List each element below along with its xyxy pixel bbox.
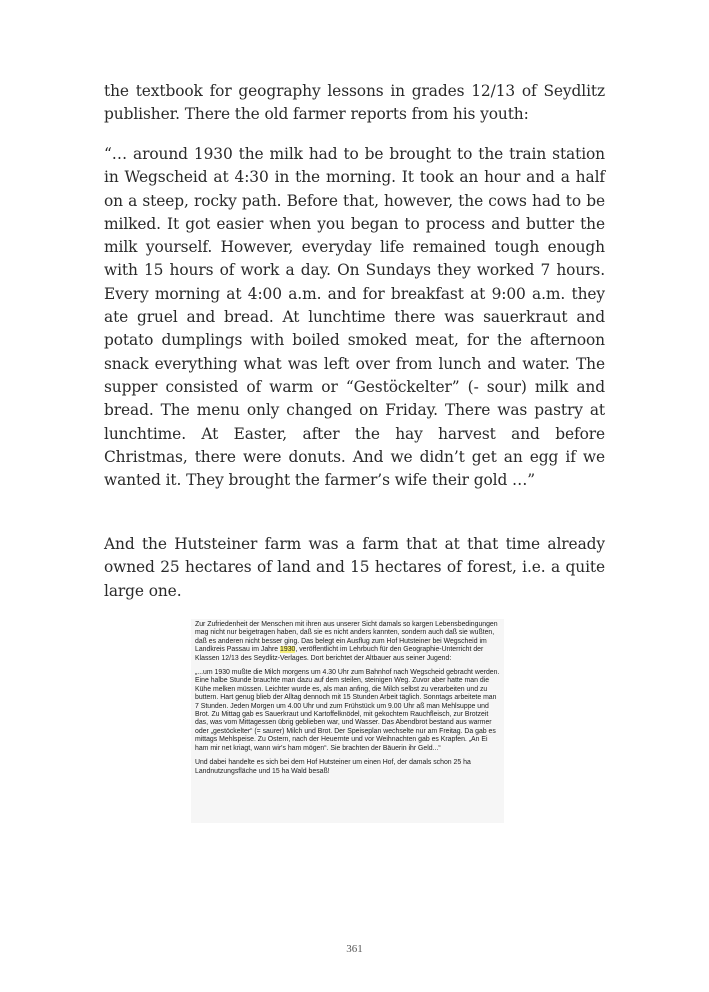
paragraph-quote: “… around 1930 the milk had to be brought to the train station in Wegscheid at 4:30 in the morning. It took an hour and a half on a steep, rocky path. Before that, however, the cows had to be milked. It got easier when you began to process and butter the milk yourself. However, everyday life remained tough enough with 15 hours of work a day. On Sundays they worked 7 hours. Every morning at 4:00 a.m. and for breakfast at 9:00 a.m. they ate gruel and bread. At lunchtime there was sauerkraut and potato dumplings with boiled smoked meat, for the afternoon snack everything what was left over from lunch and water. The supper consisted of warm or “Gestöckelter” (- sour) milk and bread. The menu only changed on Friday. There was pastry at lunchtime. At Easter, after the hay harvest and before Christmas, there were donuts. And we didn’t get an egg if we wanted it. They brought the farmer’s wife their gold …” (104, 145, 605, 490)
scanned-excerpt-image (191, 619, 504, 823)
scan-intro (195, 621, 500, 663)
scan-quote: „...um 1930 mußte die Milch morgens um 4.30 Uhr zum Bahnhof nach Wegscheid gebracht werden. Eine halbe Stunde brauchte man dazu auf dem steilen, steinigen Weg. Zuvor aber hatte man die Kühe melken müssen. Leichter wurde es, als man anfing, die Milch selbst zu verarbeiten und zu buttern. Hart genug blieb der Alltag dennoch mit 15 Stunden Arbeit täglich. Sonntags arbeitete man 7 Stunden. Jeden Morgen um 4.00 Uhr und zum Frühstück um 9.00 Uhr aß man Mehlsuppe und Brot. Zu Mittag gab es Sauerkraut und Kartoffelknödel, mit gekochtem Rauchfleisch, zur Brotzeit das, was vom Mittagessen übrig geblieben war, und Wasser. Das Abendbrot bestand aus warmer oder „gestöckelter“ (= saurer) Milch und Brot. Der Speiseplan wechselte nur am Freitag. Da gab es mittags Mehlspeise. Zu Ostern, nach der Heuernte und vor Weihnachten gab es Krapfen. „An Ei ham mir net kriagt, wann wir's ham mögen“. Sie brachten der Bäuerin ihr Geld...“ (195, 669, 500, 752)
page-number: 361 (346, 943, 363, 955)
paragraph-conclusion: And the Hutsteiner farm was a farm that at that time already owned 25 hectares of land and 15 hectares of forest, i.e. a quite large one. (104, 535, 605, 600)
scan-intro-after: , veröffentlicht im Lehrbuch für den Geographie-Unterricht der Klassen 12/13 des Seydlitz-Verlages. Dort berichtet der Altbauer aus seiner Jugend: (195, 646, 484, 662)
scan-highlight: 1930 (280, 646, 296, 654)
scan-intro-before: Zur Zufriedenheit der Menschen mit ihren aus unserer Sicht damals so kargen Lebensbedingungen mag nicht nur beigetragen haben, daß sie es nicht anders kannten, sondern auch daß sie wußten, daß es anderen nicht besser ging. Das belegt ein Ausflug zum Hof Hutsteiner bei Wegscheid im Landkreis Passau im Jahre (195, 621, 498, 654)
scan-closing: Und dabei handelte es sich bei dem Hof Hutsteiner um einen Hof, der damals schon 25 ha Landnutzungsfläche und 15 ha Wald besaß! (195, 759, 471, 775)
paragraph-intro: the textbook for geography lessons in grades 12/13 of Seydlitz publisher. There the old farmer reports from his youth: (104, 82, 605, 124)
